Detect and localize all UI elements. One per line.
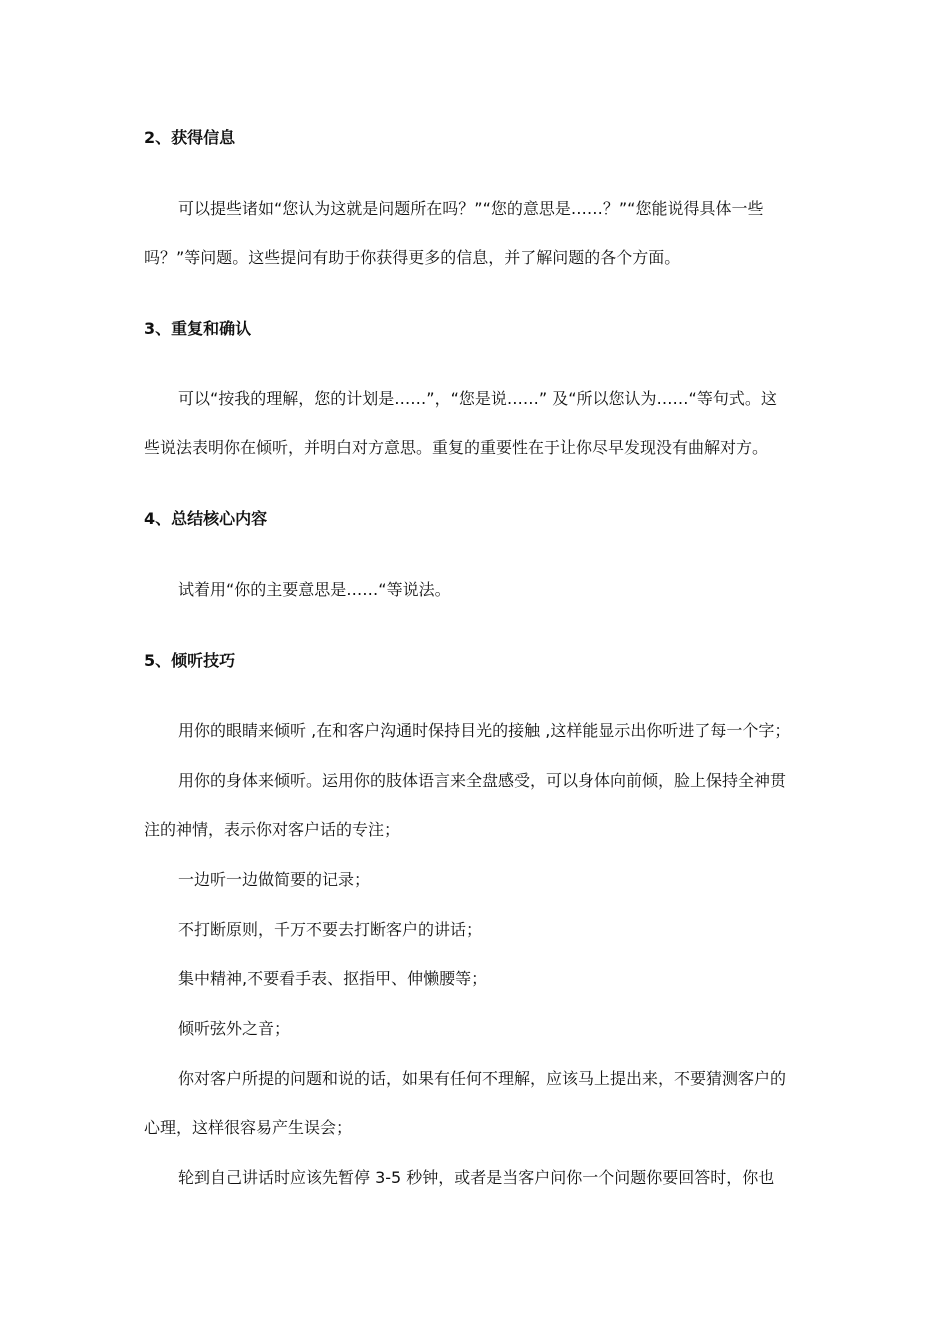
section-heading: 4、总结核心内容 — [144, 509, 268, 528]
paragraph-line: 用你的眼睛来倾听 ,在和客户沟通时保持目光的接触 ,这样能显示出你听进了每一个字； — [178, 721, 791, 740]
paragraph-line: 不打断原则，千万不要去打断客户的讲话； — [178, 920, 483, 939]
paragraph-line: 集中精神,不要看手表、抠指甲、伸懒腰等； — [178, 969, 488, 988]
paragraph-line: 可以提些诸如“您认为这就是问题所在吗？”“您的意思是……？”“您能说得具体一些 — [178, 199, 764, 218]
paragraph-line: 些说法表明你在倾听，并明白对方意思。重复的重要性在于让你尽早发现没有曲解对方。 — [144, 438, 769, 457]
section-heading: 5、倾听技巧 — [144, 651, 236, 670]
paragraph-line: 注的神情，表示你对客户话的专注； — [144, 820, 401, 839]
paragraph-line: 可以“按我的理解，您的计划是……”，“您是说……” 及“所以您认为……“等句式。这 — [178, 389, 777, 408]
paragraph-line: 你对客户所提的问题和说的话，如果有任何不理解，应该马上提出来，不要猜测客户的 — [178, 1069, 787, 1088]
paragraph-line: 心理，这样很容易产生误会； — [144, 1118, 353, 1137]
paragraph-line: 试着用“你的主要意思是……“等说法。 — [178, 580, 451, 599]
paragraph-line: 倾听弦外之音； — [178, 1019, 291, 1038]
paragraph-line: 用你的身体来倾听。运用你的肢体语言来全盘感受，可以身体向前倾，脸上保持全神贯 — [178, 771, 787, 790]
paragraph-line: 一边听一边做简要的记录； — [178, 870, 371, 889]
section-heading: 2、获得信息 — [144, 128, 236, 147]
section-heading: 3、重复和确认 — [144, 319, 252, 338]
paragraph-line: 吗？”等问题。这些提问有助于你获得更多的信息，并了解问题的各个方面。 — [144, 248, 681, 267]
paragraph-line: 轮到自己讲话时应该先暂停 3-5 秒钟，或者是当客户问你一个问题你要回答时，你也 — [178, 1168, 775, 1187]
